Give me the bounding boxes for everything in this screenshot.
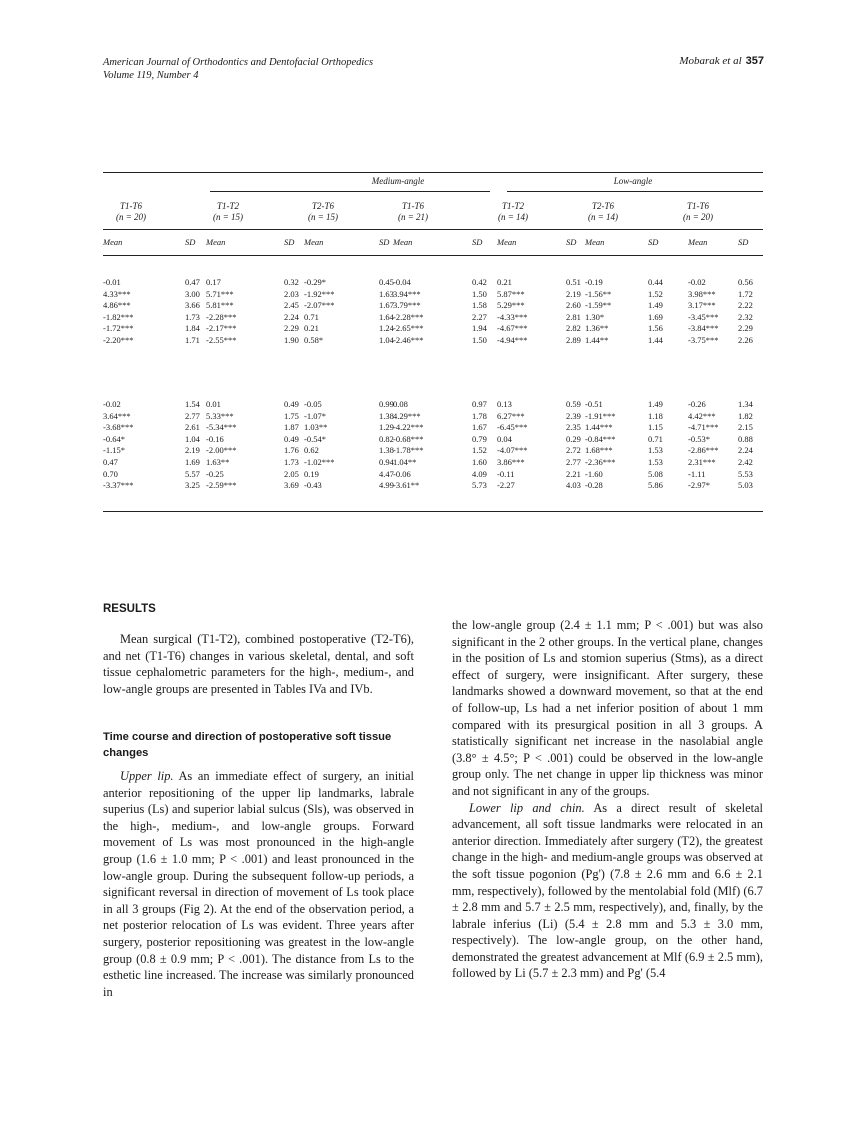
column-n: (n = 20) [682, 212, 714, 222]
table-cell: 2.45 [284, 300, 299, 311]
table-cell: 1.15 [648, 422, 663, 433]
table-cell: 1.24 [379, 323, 394, 334]
table-cell: 0.94 [379, 457, 394, 467]
paragraph-upper-lip [103, 768, 414, 1000]
table-cell: 1.78 [472, 410, 487, 421]
group-rule-low [507, 191, 763, 192]
table-cell: -2.28*** [206, 311, 237, 322]
journal-volume: Volume 119, Number 4 [103, 70, 199, 81]
table-cell: -2.07*** [304, 300, 335, 311]
table-cell: -0.54* [304, 433, 326, 444]
table-cell: -0.51 [585, 399, 603, 409]
table-cell: -2.55*** [206, 335, 237, 345]
table-cell: 2.26 [738, 335, 753, 345]
table-cell: 5.86 [648, 480, 663, 491]
table-cell: 1.36** [585, 323, 609, 334]
table-cell: 2.81 [566, 311, 581, 322]
table-cell: -1.91*** [585, 410, 616, 421]
table-cell: -2.36*** [585, 457, 616, 467]
table-cell: 0.97 [472, 399, 487, 409]
table-cell: -0.53* [688, 433, 710, 444]
results-table [103, 172, 763, 512]
table-cell: -0.25 [206, 468, 224, 479]
table-cell: -1.82*** [103, 311, 134, 322]
table-cell: 2.77 [566, 457, 581, 467]
column-header [373, 201, 453, 223]
table-cell: 5.03 [738, 480, 753, 491]
column-n: (n = 15) [212, 212, 244, 222]
table-cell: 2.22 [738, 300, 753, 311]
table-cell: -2.86*** [688, 445, 719, 456]
table-cell: -0.05 [304, 399, 322, 409]
table-cell: 0.49 [284, 399, 299, 409]
table-cell: 1.68*** [585, 445, 613, 456]
table-cell: 1.63 [379, 288, 394, 299]
table-cell: -3.37*** [103, 480, 134, 491]
table-cell: 1.58 [472, 300, 487, 311]
table-cell: 1.69 [648, 311, 663, 322]
table-cell: -0.11 [497, 468, 515, 479]
group-label-low: Low-angle [613, 176, 653, 186]
table-cell: 0.19 [304, 468, 319, 479]
table-cell: 1.87 [284, 422, 299, 433]
sd-subheader: SD [738, 237, 749, 247]
table-cell: 0.42 [472, 277, 487, 287]
table-cell: 1.38 [379, 445, 394, 456]
table-cell: 2.82 [566, 323, 581, 334]
table-cell: 1.49 [648, 399, 663, 409]
table-cell: -1.60 [585, 468, 603, 479]
table-cell: 4.42*** [688, 410, 716, 421]
mean-subheader: Mean [103, 237, 123, 247]
table-cell: 3.69 [284, 480, 299, 491]
paragraph-upper-lip-continued: the low-angle group (2.4 ± 1.1 mm; P < .001) but was also significant in the 2 other groups. In the vertical plane, changes in the position of Ls and stomion superius (Stms), as a direct effect of surgery, were insignificant. After surgery, these landmarks showed a downward movement, so that at the end of follow-up, Ls had a net inferior position of about 1 mm compared with its presurgical position in all 3 groups. A statistically significant net increase in the nasolabial angle (3.8° ± 4.5°; P < .001) could be observed in the low-angle group only. The net change in upper lip thickness was minor and not significant in any of the groups. [452, 618, 763, 798]
table-cell: -0.64* [103, 433, 125, 444]
author-label: Mobarak et al [679, 55, 742, 67]
table-cell: 5.33*** [206, 410, 234, 421]
sd-subheader: SD [472, 237, 483, 247]
table-cell: 2.42 [738, 457, 753, 467]
table-cell: 0.29 [566, 433, 581, 444]
table-cell: 2.21 [566, 468, 581, 479]
table-cell: 2.27 [472, 311, 487, 322]
table-cell: 1.64 [379, 311, 394, 322]
table-cell: 1.63** [206, 457, 230, 467]
section-subheading: Time course and direction of postoperative soft tissue changes [103, 731, 392, 759]
table-cell: 2.19 [566, 288, 581, 299]
column-header [283, 201, 363, 223]
table-cell: 1.72 [738, 288, 753, 299]
table-cell: 4.86*** [103, 300, 131, 311]
table-cell: -4.07*** [497, 445, 528, 456]
column-name: T1-T6 [686, 201, 709, 211]
table-cell: -1.78*** [393, 445, 424, 456]
table-cell: 1.84 [185, 323, 200, 334]
table-cell: -1.02*** [304, 457, 335, 467]
column-name: T1-T2 [216, 201, 239, 211]
table-cell: -2.27 [497, 480, 515, 491]
table-cell: -2.65*** [393, 323, 424, 334]
table-cell: -1.15* [103, 445, 125, 456]
table-cell: -0.29* [304, 277, 326, 287]
table-cell: 1.82 [738, 410, 753, 421]
table-cell: 1.71 [185, 335, 200, 345]
table-cell: 1.52 [472, 445, 487, 456]
table-cell: -2.20*** [103, 335, 134, 345]
table-cell: 2.29 [738, 323, 753, 334]
sd-subheader: SD [284, 237, 295, 247]
table-cell: 2.24 [284, 311, 299, 322]
table-cell: -3.84*** [688, 323, 719, 334]
upper-lip-text: As an immediate effect of surgery, an initial anterior repositioning of the upper lip landmarks, labrale superius (Ls) and superior labial sulcus (Sls), was observed in the high-, medium-, and low-angle groups. Forward movement of Ls was most pronounced in the high-angle group (1.6 ± 1.0 mm; P < .001) and least pronounced in the low-angle group. During the subsequent follow-up periods, a significant reversal in direction of movement of Ls took place in all 3 groups (Fig 2). At the end of the observation period, a net posterior relocation of Ls was evident. Three years after surgery, posterior repositioning was greatest in the low-angle group (0.8 ± 0.9 mm; P < .001). The distance from Ls to the esthetic line increased. The increase was similarly pronounced in [103, 769, 414, 999]
mean-subheader: Mean [304, 237, 324, 247]
column-name: T1-T6 [119, 201, 142, 211]
table-top-rule [103, 172, 763, 173]
table-cell: 4.33*** [103, 288, 131, 299]
table-cell: -1.92*** [304, 288, 335, 299]
table-cell: -0.01 [103, 277, 121, 287]
table-cell: -0.26 [688, 399, 706, 409]
table-cell: 0.88 [738, 433, 753, 444]
table-cell: -1.11 [688, 468, 706, 479]
table-cell: 1.29 [379, 422, 394, 433]
table-cell: -1.56** [585, 288, 612, 299]
table-cell: 0.32 [284, 277, 299, 287]
table-cell: 3.66 [185, 300, 200, 311]
column-header [658, 201, 738, 223]
table-cell: -3.61** [393, 480, 420, 491]
journal-title: American Journal of Orthodontics and Dentofacial Orthopedics [103, 57, 374, 68]
table-cell: 2.29 [284, 323, 299, 334]
table-header-rule [103, 229, 763, 230]
table-cell: 4.03 [566, 480, 581, 491]
table-cell: 1.52 [648, 288, 663, 299]
results-heading: RESULTS [103, 603, 156, 615]
table-cell: 2.61 [185, 422, 200, 433]
mean-subheader: Mean [688, 237, 708, 247]
table-cell: 1.60 [472, 457, 487, 467]
table-cell: 0.45 [379, 277, 394, 287]
table-cell: 0.58* [304, 335, 324, 345]
table-cell: 1.56 [648, 323, 663, 334]
table-cell: 2.35 [566, 422, 581, 433]
table-cell: 0.47 [185, 277, 200, 287]
table-cell: 2.19 [185, 445, 200, 456]
column-n: (n = 15) [307, 212, 339, 222]
table-cell: 1.67 [379, 300, 394, 311]
table-cell: -2.17*** [206, 323, 237, 334]
table-cell: -0.28 [585, 480, 603, 491]
table-cell: 3.86*** [497, 457, 525, 467]
column-n: (n = 21) [397, 212, 429, 222]
table-cell: 5.29*** [497, 300, 525, 311]
table-cell: 0.51 [566, 277, 581, 287]
table-cell: 1.50 [472, 288, 487, 299]
mean-subheader: Mean [585, 237, 605, 247]
table-cell: 1.94 [472, 323, 487, 334]
column-name: T1-T6 [401, 201, 424, 211]
table-cell: -4.71*** [688, 422, 719, 433]
table-cell: -6.45*** [497, 422, 528, 433]
column-header [188, 201, 268, 223]
table-cell: 5.08 [648, 468, 663, 479]
table-cell: 0.49 [284, 433, 299, 444]
table-cell: 5.53 [738, 468, 753, 479]
table-cell: -0.04 [393, 277, 411, 287]
table-cell: -4.94*** [497, 335, 528, 345]
table-cell: 0.47 [103, 457, 118, 467]
table-cell: 0.08 [393, 399, 408, 409]
table-cell: 1.49 [648, 300, 663, 311]
table-cell: 0.79 [472, 433, 487, 444]
lower-lip-lead: Lower lip and chin. [469, 800, 585, 815]
table-cell: -3.45*** [688, 311, 719, 322]
table-cell: -0.19 [585, 277, 603, 287]
table-cell: 1.76 [284, 445, 299, 456]
table-cell: 2.72 [566, 445, 581, 456]
table-cell: 1.18 [648, 410, 663, 421]
paragraph-results-intro: Mean surgical (T1-T2), combined postoperative (T2-T6), and net (T1-T6) changes in various skeletal, dental, and soft tissue cephalometric parameters for the high-, medium-, and low-angle groups are presented in Tables IVa and IVb. [103, 632, 414, 696]
table-cell: 4.47 [379, 468, 394, 479]
table-cell: 1.34 [738, 399, 753, 409]
sd-subheader: SD [185, 237, 196, 247]
column-n: (n = 20) [115, 212, 147, 222]
column-name: T2-T6 [311, 201, 334, 211]
table-cell: 0.04 [497, 433, 512, 444]
table-cell: 5.73 [472, 480, 487, 491]
table-cell: 0.99 [379, 399, 394, 409]
table-cell: 0.56 [738, 277, 753, 287]
table-cell: -3.75*** [688, 335, 719, 345]
page-number: 357 [745, 55, 764, 67]
table-cell: 2.89 [566, 335, 581, 345]
table-cell: 3.17*** [688, 300, 716, 311]
mean-subheader: Mean [206, 237, 226, 247]
table-cell: 1.44 [648, 335, 663, 345]
table-cell: 3.98*** [688, 288, 716, 299]
table-cell: -2.28*** [393, 311, 424, 322]
paragraph-lower-lip [452, 800, 763, 983]
table-cell: -4.67*** [497, 323, 528, 334]
running-header-journal [103, 56, 373, 82]
table-cell: -0.68*** [393, 433, 424, 444]
table-cell: 5.71*** [206, 288, 234, 299]
table-cell: 3.00 [185, 288, 200, 299]
table-cell: 4.99 [379, 480, 394, 491]
table-cell: 3.79*** [393, 300, 421, 311]
column-name: T1-T2 [501, 201, 524, 211]
table-cell: 2.24 [738, 445, 753, 456]
table-cell: 0.13 [497, 399, 512, 409]
table-cell: -1.07* [304, 410, 326, 421]
sd-subheader: SD [379, 237, 390, 247]
table-cell: 2.32 [738, 311, 753, 322]
table-cell: -5.34*** [206, 422, 237, 433]
table-cell: -2.46*** [393, 335, 424, 345]
table-cell: 0.44 [648, 277, 663, 287]
table-cell: 3.94*** [393, 288, 421, 299]
table-cell: 1.04 [379, 335, 394, 345]
mean-subheader: Mean [497, 237, 517, 247]
mean-subheader: Mean [393, 237, 413, 247]
table-cell: -0.02 [688, 277, 706, 287]
table-cell: 0.71 [648, 433, 663, 444]
table-cell: 0.59 [566, 399, 581, 409]
table-cell: 1.69 [185, 457, 200, 467]
table-cell: 3.64*** [103, 410, 131, 421]
table-cell: -0.84*** [585, 433, 616, 444]
table-cell: 6.27*** [497, 410, 525, 421]
table-cell: 1.04 [185, 433, 200, 444]
table-cell: 1.54 [185, 399, 200, 409]
table-cell: -4.22*** [393, 422, 424, 433]
table-cell: -2.59*** [206, 480, 237, 491]
running-header-page [679, 55, 764, 67]
table-cell: -0.02 [103, 399, 121, 409]
table-cell: 5.57 [185, 468, 200, 479]
table-cell: -2.97* [688, 480, 710, 491]
table-cell: 1.38 [379, 410, 394, 421]
table-cell: 0.62 [304, 445, 319, 456]
table-cell: 2.03 [284, 288, 299, 299]
table-cell: 1.53 [648, 445, 663, 456]
table-cell: 2.31*** [688, 457, 716, 467]
table-cell: 2.77 [185, 410, 200, 421]
table-cell: -0.06 [393, 468, 411, 479]
table-cell: 0.71 [304, 311, 319, 322]
table-cell: 3.25 [185, 480, 200, 491]
table-cell: 1.75 [284, 410, 299, 421]
table-cell: 0.17 [206, 277, 221, 287]
table-cell: -1.59** [585, 300, 612, 311]
table-cell: 1.53 [648, 457, 663, 467]
table-cell: 1.90 [284, 335, 299, 345]
table-cell: -4.33*** [497, 311, 528, 322]
upper-lip-lead: Upper lip. [120, 769, 174, 783]
table-cell: 1.44** [585, 335, 609, 345]
table-cell: 0.01 [206, 399, 221, 409]
table-cell: 0.21 [497, 277, 512, 287]
table-cell: 0.21 [304, 323, 319, 334]
table-cell: -0.16 [206, 433, 224, 444]
table-cell: 4.09 [472, 468, 487, 479]
table-cell: 2.15 [738, 422, 753, 433]
table-cell: 0.70 [103, 468, 118, 479]
table-cell: 1.73 [284, 457, 299, 467]
column-header [563, 201, 643, 223]
table-cell: -1.72*** [103, 323, 134, 334]
table-cell: 2.05 [284, 468, 299, 479]
table-cell: 1.44*** [585, 422, 613, 433]
column-n: (n = 14) [497, 212, 529, 222]
table-cell: -0.43 [304, 480, 322, 491]
column-name: T2-T6 [591, 201, 614, 211]
table-bottom-rule [103, 511, 763, 512]
lower-lip-text: As a direct result of skeletal advancement, all soft tissue landmarks were relocated in an anterior direction. Immediately after surgery (T2), the greatest change in the high- and medium-angle groups was observed at the soft tissue pogonion (Pg') (7.8 ± 2.6 mm and 6.6 ± 2.1 mm, respectively), followed by the mentolabial fold (Mlf) (6.7 ± 2.8 mm and 5.7 ± 2.5 mm, respectively), and, finally, by the labrale inferius (Li) (5.4 ± 2.8 mm and 5.3 ± 3.0 mm, respectively). The low-angle group, on the other hand, demonstrated the greatest advancement at Mlf (6.9 ± 2.5 mm), followed by Li (5.7 ± 2.3 mm) and Pg' (5.4 [452, 800, 763, 981]
right-column-text [452, 617, 763, 982]
table-cell: 4.29*** [393, 410, 421, 421]
table-cell: 1.03** [304, 422, 328, 433]
table-cell: 1.04** [393, 457, 417, 467]
table-cell: 1.67 [472, 422, 487, 433]
column-header [91, 201, 171, 223]
column-n: (n = 14) [587, 212, 619, 222]
table-cell: 0.82 [379, 433, 394, 444]
table-cell: 2.60 [566, 300, 581, 311]
table-cell: -3.68*** [103, 422, 134, 433]
table-cell: 5.81*** [206, 300, 234, 311]
column-header [473, 201, 553, 223]
table-cell: 1.50 [472, 335, 487, 345]
group-label-medium: Medium-angle [371, 176, 425, 186]
table-cell: 5.87*** [497, 288, 525, 299]
sd-subheader: SD [648, 237, 659, 247]
table-cell: -2.00*** [206, 445, 237, 456]
table-cell: 1.73 [185, 311, 200, 322]
sd-subheader: SD [566, 237, 577, 247]
table-cell: 2.39 [566, 410, 581, 421]
group-rule-medium [210, 191, 490, 192]
table-subheader-rule [103, 255, 763, 256]
table-cell: 1.30* [585, 311, 605, 322]
